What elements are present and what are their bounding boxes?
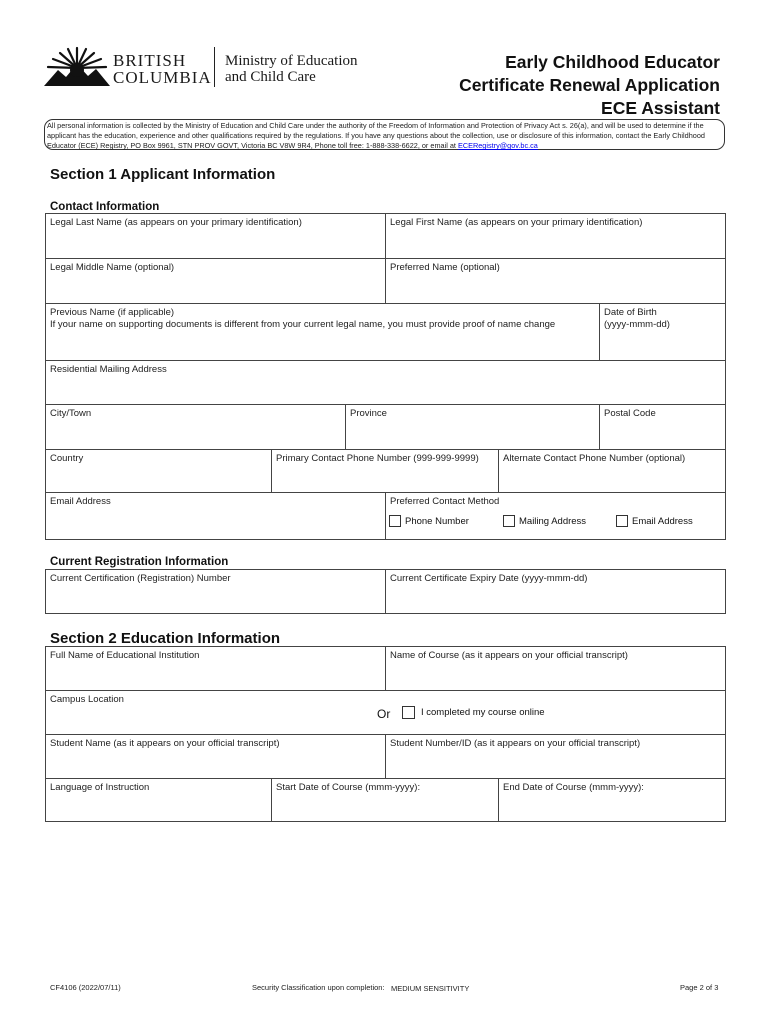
phone-checkbox[interactable] (389, 515, 401, 527)
country-field[interactable] (46, 450, 272, 492)
privacy-notice (44, 119, 725, 150)
previous-name-label: Previous Name (if applicable) (50, 307, 175, 318)
course-name-label: Name of Course (as it appears on your official transcript) (390, 650, 628, 661)
province-field[interactable] (346, 405, 600, 450)
student-name-field[interactable] (46, 735, 386, 779)
language-label: Language of Instruction (50, 782, 150, 793)
legal-last-name-label: Legal Last Name (as appears on your primary identification) (50, 217, 302, 228)
country-label: Country (50, 453, 84, 464)
online-course-option[interactable] (402, 706, 545, 719)
primary-phone-field[interactable] (272, 450, 499, 492)
education-grid (45, 646, 726, 822)
alt-phone-field[interactable] (499, 450, 725, 492)
legal-first-name-field[interactable] (386, 214, 725, 259)
legal-middle-name-field[interactable] (46, 259, 386, 304)
title-line3: ECE Assistant (601, 98, 720, 118)
legal-middle-name-label: Legal Middle Name (optional) (50, 262, 175, 273)
previous-name-note: If your name on supporting documents is different from your current legal name, you must provide proof of name change (50, 319, 556, 330)
address-label: Residential Mailing Address (50, 364, 167, 375)
logo-divider (214, 47, 215, 87)
institution-label: Full Name of Educational Institution (50, 650, 200, 661)
preferred-method-label: Preferred Contact Method (390, 496, 500, 507)
online-label: I completed my course online (421, 707, 545, 718)
email-label: Email Address (50, 496, 111, 507)
contact-info-grid (45, 213, 726, 493)
cert-expiry-label: Current Certificate Expiry Date (yyyy-mmm-dd) (390, 573, 588, 584)
alt-phone-label: Alternate Contact Phone Number (optional) (503, 453, 686, 464)
campus-label: Campus Location (50, 694, 124, 705)
title-line1: Early Childhood Educator (505, 52, 720, 72)
option-email[interactable] (616, 515, 693, 527)
form-title (459, 51, 720, 120)
student-name-label: Student Name (as it appears on your official transcript) (50, 738, 280, 749)
previous-name-field[interactable] (46, 304, 600, 361)
online-checkbox[interactable] (402, 706, 415, 719)
legal-first-name-label: Legal First Name (as appears on your primary identification) (390, 217, 643, 228)
security-classification-value: MEDIUM SENSITIVITY (391, 984, 470, 993)
email-checkbox[interactable] (616, 515, 628, 527)
language-field[interactable] (46, 779, 272, 821)
or-label: Or (377, 707, 391, 721)
ministry-name (225, 53, 357, 85)
end-date-field[interactable] (499, 779, 725, 821)
phone-option-label: Phone Number (405, 515, 469, 527)
preferred-name-field[interactable] (386, 259, 725, 304)
cert-number-field[interactable] (46, 570, 386, 613)
bc-logo (44, 46, 110, 88)
privacy-notice-text: All personal information is collected by the Ministry of Education and Child Care under the authority of the Freedom of Information and Protection of Privacy Act s. 26(a), and will be used to determine if the applicant has the education, experience and other qualifications required by the regulations. If you have any questions about the collection, use or disclosure of this information, contact the Early Childhood Educator (ECE) Registry, PO Box 9961, STN PROV GOVT, Victoria BC V8W 9R4, Phone toll free: 1-888-338-6622, or email at (47, 121, 705, 151)
end-date-label: End Date of Course (mmm-yyyy): (503, 782, 644, 793)
bc-wordmark-line2: COLUMBIA (113, 68, 212, 87)
sun-mountain-logo-icon (44, 46, 110, 88)
section1-title: Section 1 Applicant Information (50, 166, 276, 183)
start-date-label: Start Date of Course (mmm-yyyy): (276, 782, 421, 793)
cert-expiry-field[interactable] (386, 570, 725, 613)
mailing-checkbox[interactable] (503, 515, 515, 527)
course-name-field[interactable] (386, 647, 725, 691)
cert-number-label: Current Certification (Registration) Number (50, 573, 231, 584)
student-number-label: Student Number/ID (as it appears on your official transcript) (390, 738, 641, 749)
province-label: Province (350, 408, 387, 419)
contact-info-title: Contact Information (50, 201, 160, 213)
city-label: City/Town (50, 408, 92, 419)
institution-field[interactable] (46, 647, 386, 691)
title-line2: Certificate Renewal Application (459, 75, 720, 95)
email-field[interactable] (46, 493, 386, 539)
start-date-field[interactable] (272, 779, 499, 821)
city-field[interactable] (46, 405, 346, 450)
security-classification-label: Security Classification upon completion: (252, 983, 385, 992)
form-id: CF4106 (2022/07/11) (50, 983, 121, 992)
mailing-option-label: Mailing Address (519, 515, 587, 527)
section2-title: Section 2 Education Information (50, 630, 281, 647)
ministry-line1: Ministry of Education (225, 53, 358, 69)
dob-label: Date of Birth (604, 307, 657, 318)
bc-wordmark-line1: BRITISH (113, 51, 187, 70)
postal-code-field[interactable] (600, 405, 725, 450)
registration-grid (45, 569, 726, 614)
ministry-line2: and Child Care (225, 69, 316, 85)
preferred-name-label: Preferred Name (optional) (390, 262, 500, 273)
dob-format: (yyyy-mmm-dd) (604, 319, 670, 330)
residential-address-field[interactable] (46, 361, 725, 405)
email-option-label: Email Address (632, 515, 693, 527)
registry-email-link[interactable]: ECERegistry@gov.bc.ca (457, 141, 538, 151)
date-of-birth-field[interactable] (600, 304, 725, 361)
page-number: Page 2 of 3 (680, 983, 719, 992)
option-mailing[interactable] (503, 515, 586, 527)
registration-title: Current Registration Information (50, 556, 229, 568)
option-phone[interactable] (389, 515, 469, 527)
primary-phone-label: Primary Contact Phone Number (999-999-9999) (276, 453, 479, 464)
bc-wordmark (113, 52, 212, 86)
student-number-field[interactable] (386, 735, 725, 779)
postal-label: Postal Code (604, 408, 656, 419)
legal-last-name-field[interactable] (46, 214, 386, 259)
